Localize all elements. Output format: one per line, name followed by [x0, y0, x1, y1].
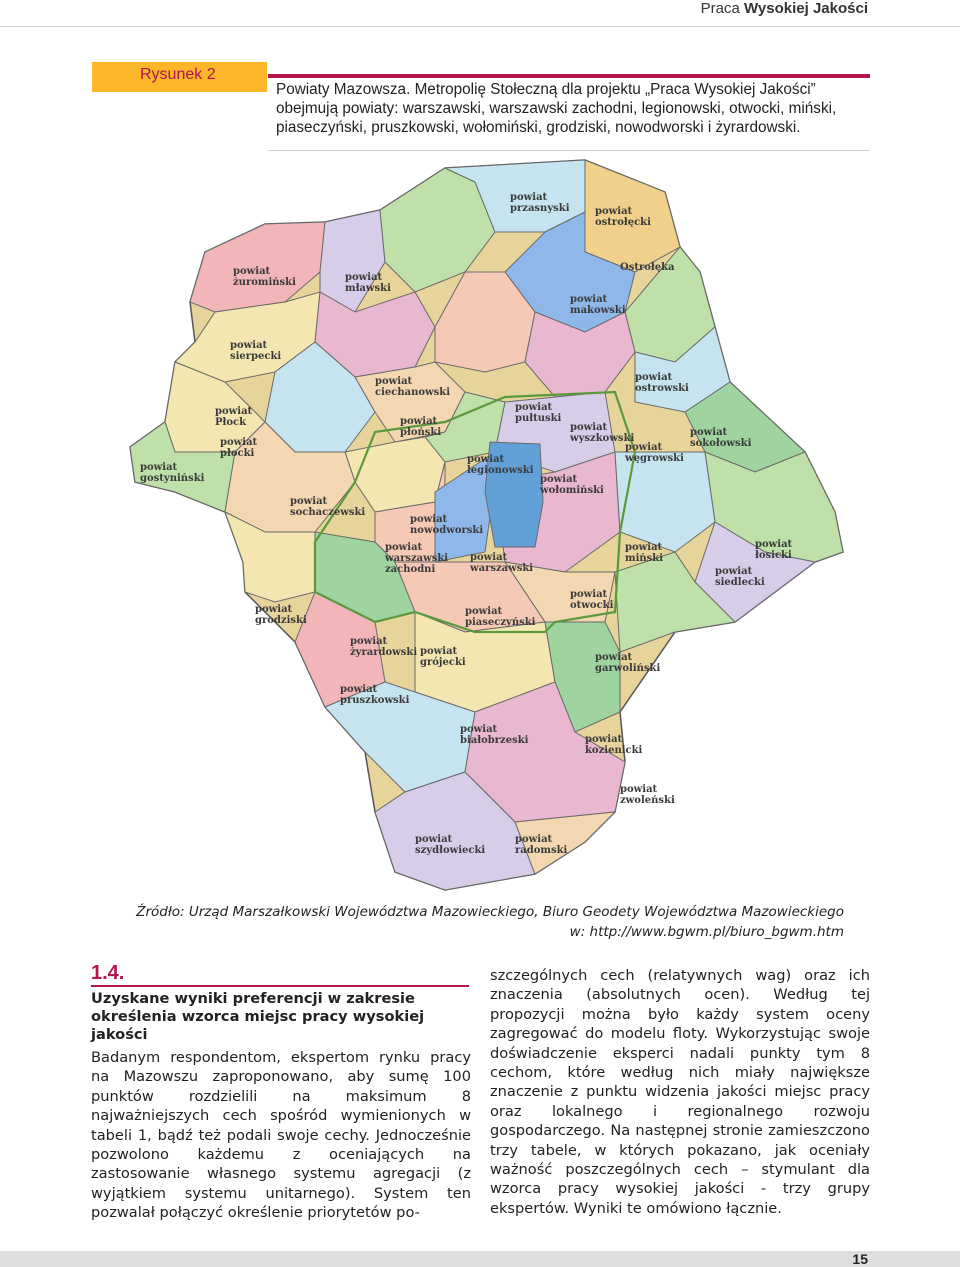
map-label-line: legionowski [467, 465, 534, 476]
map-label-line: kozienicki [585, 745, 643, 756]
map-label [755, 539, 793, 561]
map-label-line: powiat [410, 514, 448, 525]
map-label-line: powiat [465, 606, 503, 617]
map-label-line: powiat [570, 294, 608, 305]
map-label [620, 262, 675, 273]
map-label-line: powiat [595, 652, 633, 663]
map-label-line: powiat [420, 646, 458, 657]
section-rule [91, 985, 469, 987]
map-label-line: powiat [290, 496, 328, 507]
figure-label: Rysunek 2 [140, 66, 216, 83]
map-label-line: sierpecki [230, 351, 282, 362]
source-line-2: w: http://www.bgwm.pl/biuro_bgwm.htm [569, 924, 844, 940]
map-label-line: białobrzeski [460, 735, 529, 746]
map-label-line: powiat [635, 372, 673, 383]
map-label-line: zwoleński [620, 795, 675, 806]
map-label-line: powiat [690, 427, 728, 438]
figure-source [136, 902, 844, 942]
caption-divider [268, 150, 870, 151]
page-number: 15 [852, 1251, 868, 1267]
map-label-line: otwocki [570, 600, 614, 611]
map-label-line: żuromiński [233, 277, 296, 288]
map-label-line: płocki [220, 448, 255, 459]
map-label-line: płoński [400, 427, 442, 438]
map-label-line: powiat [215, 406, 253, 417]
footer-bar [0, 1251, 960, 1267]
map-label-line: wyszkowski [570, 433, 635, 444]
map-label-line: wołomiński [540, 485, 604, 496]
header-divider [0, 26, 960, 27]
map-label-line: powiat [467, 454, 505, 465]
map-label-line: mławski [345, 283, 391, 294]
map-label [585, 734, 643, 756]
map-label-line: garwoliński [595, 663, 661, 674]
header-brand: Wysokiej Jakości [744, 0, 868, 17]
map-label-line: grodziski [255, 615, 307, 626]
map-label-line: gostyniński [140, 473, 205, 484]
map-label-line: sochaczewski [290, 507, 366, 518]
map-label-line: piaseczyński [465, 617, 536, 628]
source-line-1: Źródło: Urząd Marszałkowski Województwa Mazowieckiego, Biuro Geodety Województwa Mazowieckiego [136, 904, 844, 920]
header-prefix: Praca [700, 0, 740, 17]
map-label-line: powiat [345, 272, 383, 283]
body-text-right: szczególnych cech (relatywnych wag) oraz ich znaczenia (absolutnych ocen). Według tej propozycji można było każdy system oceny zagregować do modelu floty. Wykorzystując swoje doświadczenie eksperci nadali punkty tym 8 cechom, które według nich miały największe znaczenie z punktu widzenia jakości miejsc pracy oraz lokalnego i regionalnego rozwoju gospodarczego. Na następnej stronie zamieszczono trzy tabele, w których pokazano, jak oceniały ważność poszczególnych cech – stymulant dla wzorca pracy wysokiej jakości - trzy grupy ekspertów. Wyniki te omówiono łącznie. [490, 967, 870, 1217]
map-label-line: nowodworski [410, 525, 484, 536]
map-label-line: powiat [415, 834, 453, 845]
map-label-line: powiat [510, 192, 548, 203]
map-label-line: warszawski [385, 553, 449, 564]
figure-rule [268, 74, 870, 78]
map-label-line: powiat [375, 376, 413, 387]
map-label-line: powiat [515, 834, 553, 845]
map-label-line: miński [625, 553, 664, 564]
map-label-line: powiat [220, 437, 258, 448]
map-label-line: powiat [515, 402, 553, 413]
map-label-line: węgrowski [625, 453, 684, 464]
map-label-line: pułtuski [515, 413, 562, 424]
map-label-line: pruszkowski [340, 695, 410, 706]
map-label-line: powiat [570, 422, 608, 433]
map-label-line: ostrołęcki [595, 217, 651, 228]
map-label-line: ciechanowski [375, 387, 450, 398]
map-label-line: łosicki [755, 550, 792, 561]
map-label-line: ostrowski [635, 383, 689, 394]
map-label-line: powiat [470, 552, 508, 563]
map-label [570, 589, 614, 611]
map-label-line: makowski [570, 305, 626, 316]
map-label-line: przasnyski [510, 203, 570, 214]
section-title: Uzyskane wyniki preferencji w zakresie określenia wzorca miejsc pracy wysokiej jakości [91, 990, 425, 1043]
map-label-line: powiat [460, 724, 498, 735]
map-label-line: grójecki [420, 657, 466, 668]
map-label-line: powiat [233, 266, 271, 277]
map-label-line: powiat [625, 542, 663, 553]
map-label [220, 437, 258, 459]
map-label-line: sokołowski [690, 438, 752, 449]
map-label-line: żyrardowski [350, 647, 418, 658]
body-text-left: Badanym respondentom, ekspertom rynku pracy na Mazowszu zaproponowano, aby sumę 100 punktów rozdzielili na maksimum 8 najważniejszych cech spośród wymienionych w tabeli 1, bądź też podali swoje cechy. Jednocześnie pozwolono każdemu z oceniających na zastosowanie własnego systemu agregacji (z wyjątkiem systemu unitarnego). System ten pozwalał połączyć określenie priorytetów po- [91, 1049, 471, 1222]
map-label-line: powiat [625, 442, 663, 453]
map-label-line: powiat [230, 340, 268, 351]
map-label-line: powiat [585, 734, 623, 745]
map-label-line: powiat [340, 684, 378, 695]
map-label-line: zachodni [385, 564, 436, 575]
map-label-line: siedlecki [715, 577, 765, 588]
map-label-line: powiat [350, 636, 388, 647]
map-label-line: powiat [595, 206, 633, 217]
map-label-line: Płock [215, 417, 247, 428]
map-label-line: powiat [570, 589, 608, 600]
map-label-line: powiat [540, 474, 578, 485]
map-label-line: warszawski [470, 563, 534, 574]
running-header [701, 0, 868, 18]
mazowsze-map [115, 152, 845, 892]
figure-caption: Powiaty Mazowsza. Metropolię Stołeczną dla projektu „Praca Wysokiej Jakości” obejmują powiaty: warszawski, warszawski zachodni, legionowski, otwocki, miński, piaseczyński, pruszkowski, wołomiński, grodziski, nowodworski i żyrardowski. [276, 81, 837, 136]
map-label-line: powiat [715, 566, 753, 577]
map-label [620, 784, 675, 806]
map-label-line: Ostrołęka [620, 262, 675, 273]
map-label-line: powiat [140, 462, 178, 473]
map-label-line: powiat [620, 784, 658, 795]
map-label-line: powiat [385, 542, 423, 553]
map-label [400, 416, 441, 438]
map-label-line: szydłowiecki [415, 845, 486, 856]
section-number: 1.4. [91, 962, 125, 984]
map-label-line: powiat [755, 539, 793, 550]
map-label-line: powiat [255, 604, 293, 615]
map-label-line: powiat [400, 416, 438, 427]
map-label [625, 542, 663, 564]
map-label-line: radomski [515, 845, 568, 856]
